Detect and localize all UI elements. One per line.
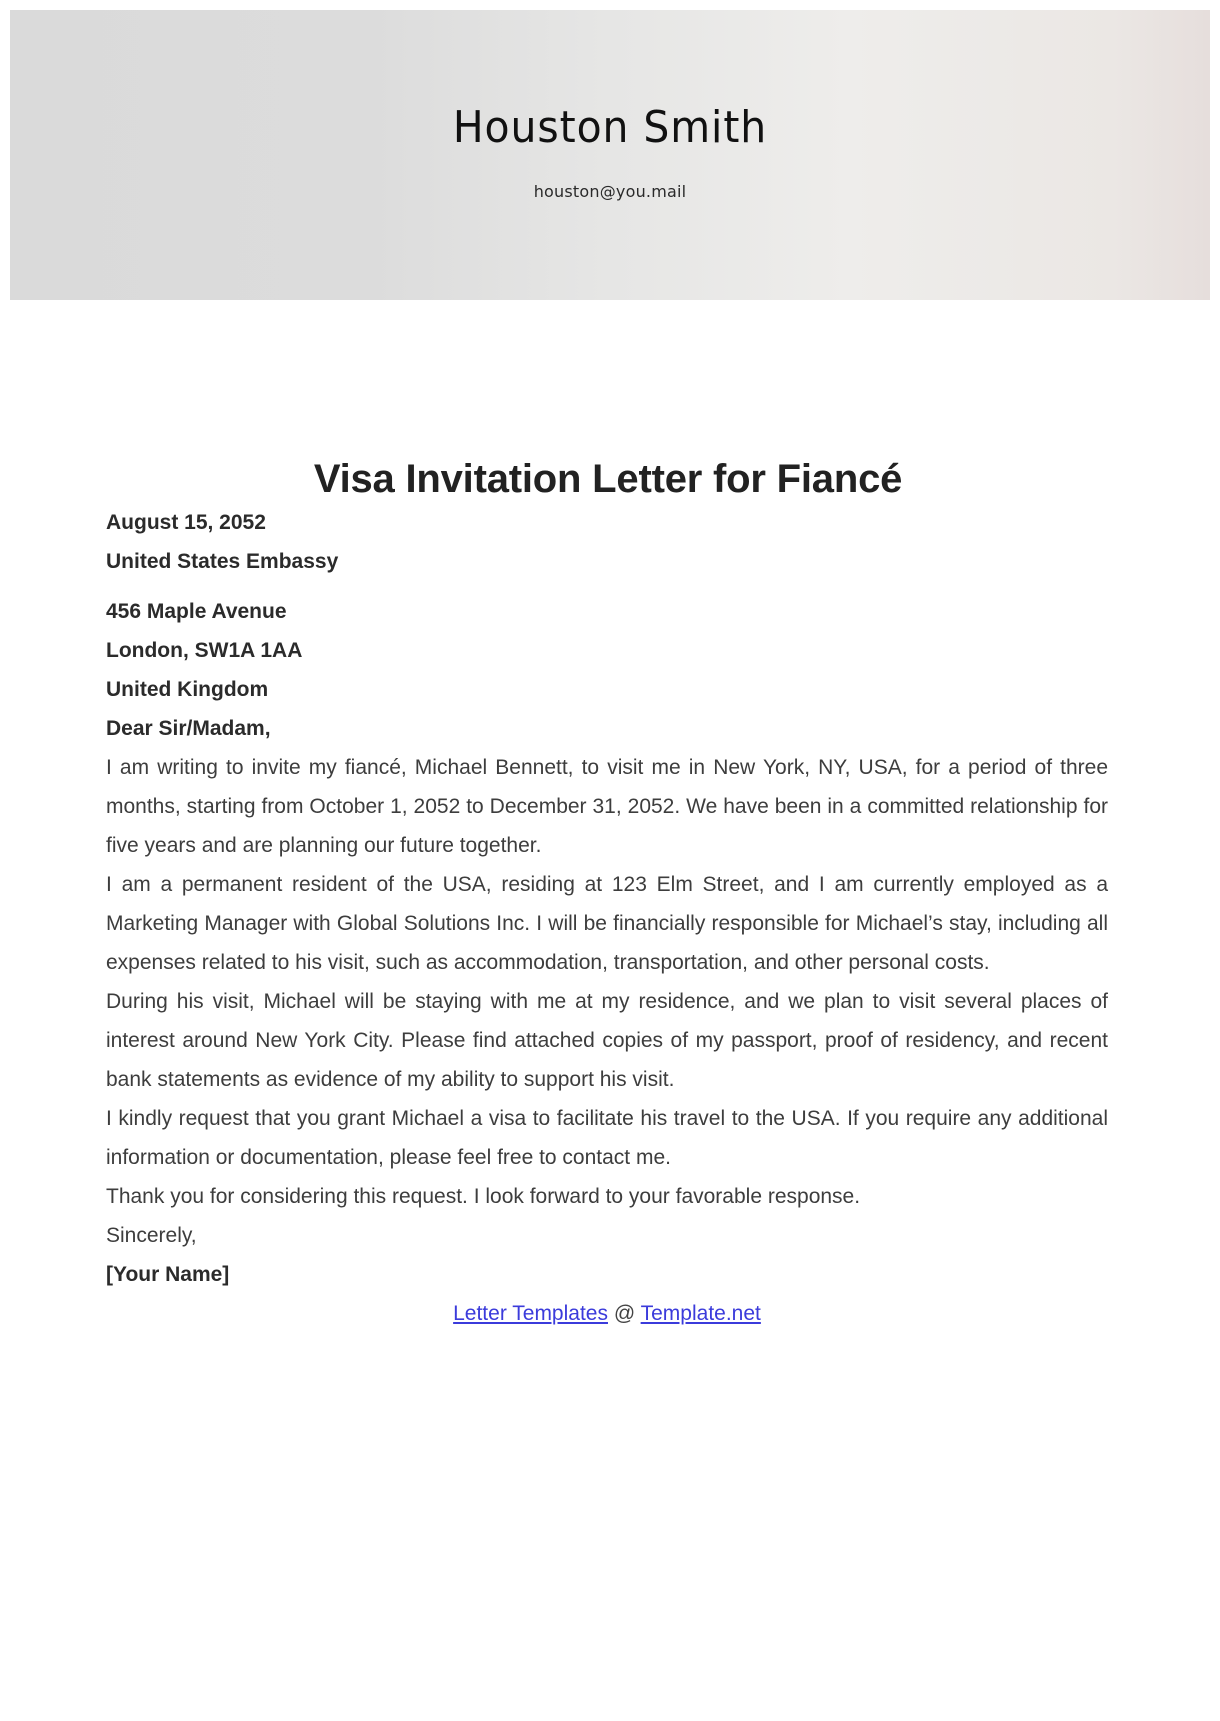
letter-date: August 15, 2052 xyxy=(106,511,266,534)
sender-email: houston@you.mail xyxy=(533,182,687,201)
letter-body xyxy=(106,455,1108,1333)
footer-attribution xyxy=(106,1294,1108,1333)
signature: [Your Name] xyxy=(106,1263,230,1286)
salutation: Dear Sir/Madam, xyxy=(106,717,271,740)
spacer xyxy=(106,581,1108,592)
paragraph-request: I kindly request that you grant Michael a visa to facilitate his travel to the USA. If you require any additional information or documentation, please feel free to contact me. xyxy=(106,1107,1108,1169)
address-line-1: 456 Maple Avenue xyxy=(106,600,287,623)
paragraph-visit-plans: During his visit, Michael will be staying with me at my residence, and we plan to visit several places of interest around New York City. Please find attached copies of my passport, proof of residency, and recent bank statements as evidence of my ability to support his visit. xyxy=(106,990,1108,1091)
sender-name: Houston Smith xyxy=(452,102,768,153)
address-line-2: London, SW1A 1AA xyxy=(106,639,303,662)
letter-templates-link[interactable]: Letter Templates xyxy=(453,1302,608,1325)
paragraph-thanks: Thank you for considering this request. I look forward to your favorable response. xyxy=(106,1185,861,1208)
footer-separator: @ xyxy=(613,1302,636,1325)
paragraph-invitation: I am writing to invite my fiancé, Michael Bennett, to visit me in New York, NY, USA, for a period of three months, starting from October 1, 2052 to December 31, 2052. We have been in a committed relationship for five years and are planning our future together. xyxy=(106,756,1108,857)
header-banner xyxy=(10,10,1210,300)
paragraph-sponsor: I am a permanent resident of the USA, residing at 123 Elm Street, and I am currently employed as a Marketing Manager with Global Solutions Inc. I will be financially responsible for Michael’s stay, including all expenses related to his visit, such as accommodation, transportation, and other personal costs. xyxy=(106,873,1108,974)
address-line-3: United Kingdom xyxy=(106,678,269,701)
letter-title: Visa Invitation Letter for Fiancé xyxy=(313,457,903,501)
recipient-name: United States Embassy xyxy=(106,550,339,573)
template-net-link[interactable]: Template.net xyxy=(640,1302,761,1325)
closing: Sincerely, xyxy=(106,1224,197,1247)
